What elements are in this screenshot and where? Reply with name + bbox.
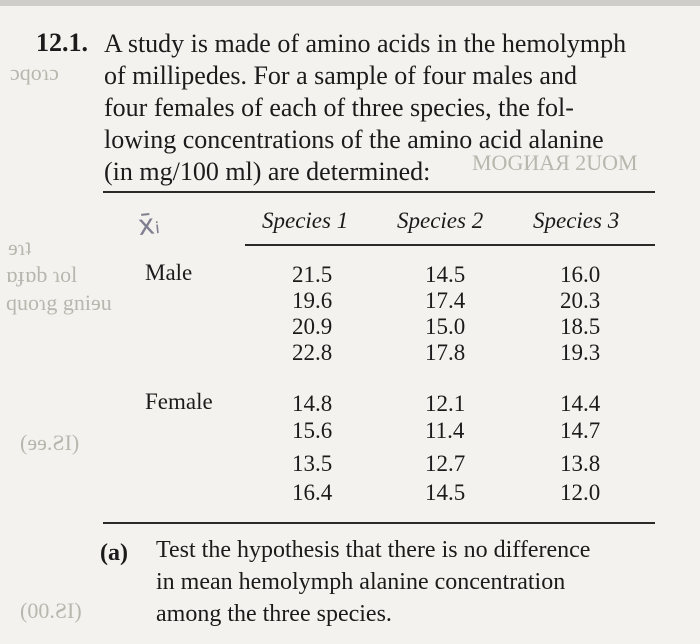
bleed-through-mark: MOGИAЯ 2UOM [472, 150, 638, 175]
table-cell: 12.0 [560, 480, 601, 505]
table-cell: 21.5 [292, 262, 333, 287]
column-header-species-1: Species 1 [262, 208, 349, 233]
problem-line: lowing concentrations of the amino acid alanine [104, 125, 604, 154]
table-cell: 13.5 [292, 451, 333, 476]
table-cell: 22.8 [292, 340, 333, 365]
problem-number: 12.1. [36, 28, 88, 57]
top-rule [0, 0, 700, 6]
table-cell: 13.8 [560, 451, 601, 476]
problem-line: four females of each of three species, the fol- [104, 93, 574, 122]
problem-line: A study is made of amino acids in the hemolymph [104, 29, 627, 58]
table-cell: 19.3 [560, 340, 601, 365]
table-cell: 19.6 [292, 288, 333, 313]
bleed-through-mark: ɔqoɿɔ [10, 60, 59, 85]
problem-line: (in mg/100 ml) are determined: [104, 157, 431, 186]
table-cell: 15.0 [425, 314, 466, 339]
table-cell: 15.6 [292, 418, 333, 443]
table-cell: 14.7 [560, 418, 601, 443]
part-a-line: in mean hemolymph alanine concentration [156, 569, 566, 595]
part-a-label: (a) [100, 540, 128, 566]
table-cell: 14.8 [292, 391, 333, 416]
bleed-through-mark: ɒɟɒb ɿol [6, 262, 78, 287]
table-cell: 18.5 [560, 314, 601, 339]
table-cell: 14.5 [425, 480, 466, 505]
bleed-through-mark: (ɘɘ.ƧI) [20, 430, 80, 455]
table-cell: 20.9 [292, 314, 333, 339]
part-a-line: among the three species. [156, 601, 392, 627]
handwritten-note: x̄ᵢ [136, 206, 162, 243]
table-cell: 16.4 [292, 480, 333, 505]
part-a-line: Test the hypothesis that there is no difference [156, 537, 591, 563]
problem-line: of millipedes. For a sample of four males and [104, 61, 577, 90]
table-cell: 16.0 [560, 262, 601, 287]
bleed-through-mark: ɘɿʇ [8, 235, 32, 260]
table-cell: 12.7 [425, 451, 466, 476]
bleed-through-mark: quoɿg gniɘu [6, 290, 112, 315]
column-header-species-2: Species 2 [397, 208, 484, 233]
table-cell: 17.8 [425, 340, 466, 365]
part-a-text [156, 534, 590, 630]
bleed-through-mark: (00.ƧI) [20, 598, 82, 623]
problem-statement [104, 28, 689, 188]
table-cell: 20.3 [560, 288, 601, 313]
table-header-rule [245, 244, 655, 246]
group-label-male: Male [145, 260, 193, 285]
table-cell: 12.1 [425, 391, 466, 416]
table-cell: 14.4 [560, 391, 601, 416]
table-top-rule [103, 191, 655, 193]
table-bottom-rule [103, 522, 655, 524]
column-header-species-3: Species 3 [533, 208, 620, 233]
table-cell: 17.4 [425, 288, 466, 313]
group-label-female: Female [145, 389, 213, 414]
table-cell: 11.4 [425, 418, 465, 443]
table-cell: 14.5 [425, 262, 466, 287]
